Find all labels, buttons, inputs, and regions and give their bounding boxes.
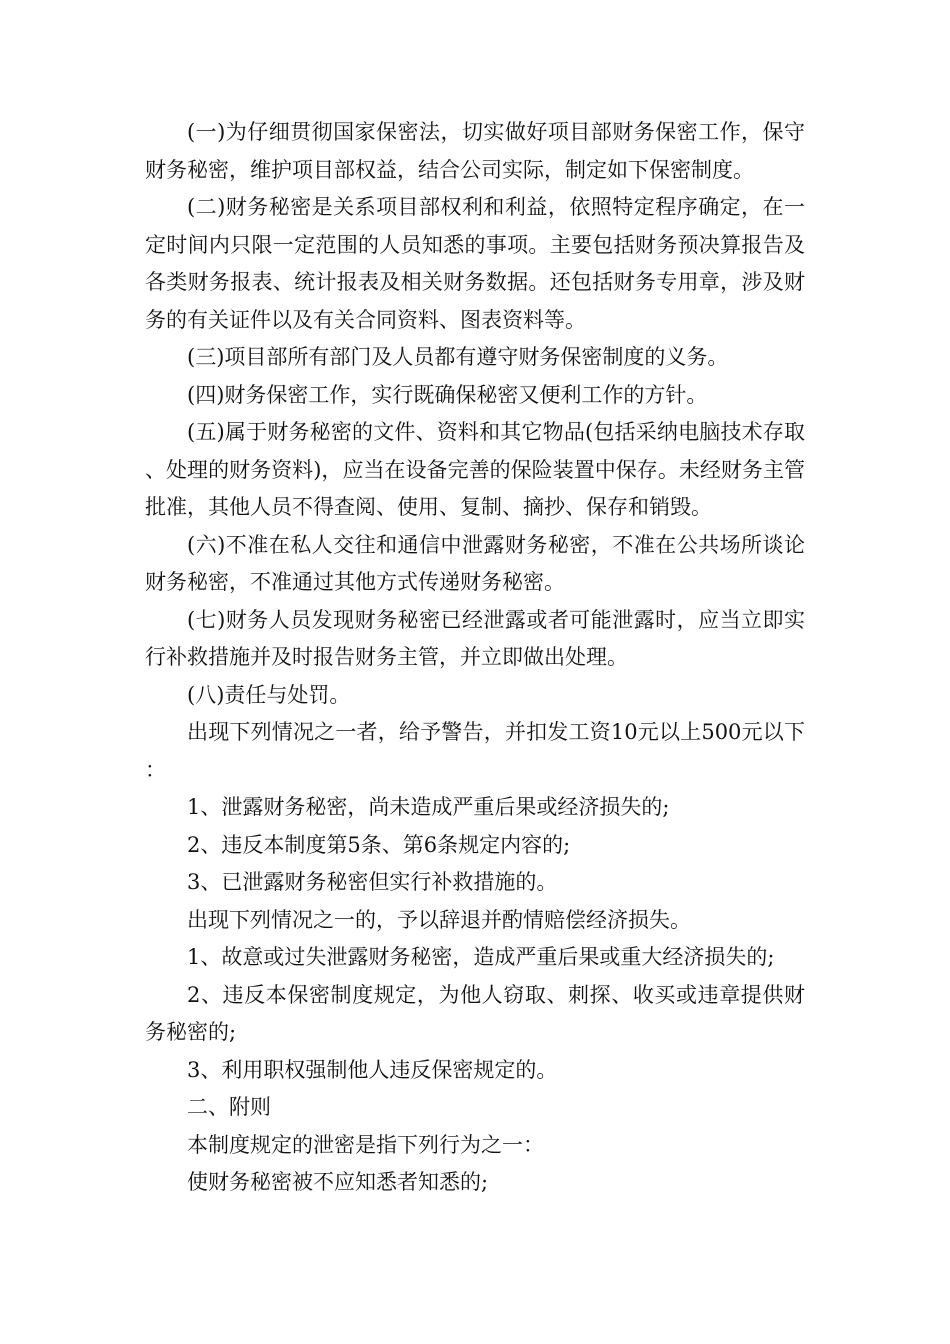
paragraph-16: 3、利用职权强制他人违反保密规定的。 xyxy=(187,1057,558,1082)
paragraph-7: (七)财务人员发现财务秘密已经泄露或者可能泄露时，应当立即实行补救措施并及时报告财务主管，并立即做出处理。 xyxy=(145,607,805,669)
paragraph-13: 出现下列情况之一的，予以辞退并酌情赔偿经济损失。 xyxy=(187,907,691,932)
paragraph-6: (六)不准在私人交往和通信中泄露财务秘密，不准在公共场所谈论财务秘密，不准通过其他方式传递财务秘密。 xyxy=(145,532,805,594)
paragraph-3: (三)项目部所有部门及人员都有遵守财务保密制度的义务。 xyxy=(187,345,729,369)
paragraph-14: 1、故意或过失泄露财务秘密，造成严重后果或重大经济损失的; xyxy=(187,945,775,969)
paragraph-19: 使财务秘密被不应知悉者知悉的; xyxy=(187,1170,489,1194)
paragraph-5: (五)属于财务秘密的文件、资料和其它物品(包括采纳电脑技术存取、处理的财务资料)，应当在设备完善的保险装置中保存。未经财务主管批准，其他人员不得查阅、使用、复制、摘抄、保存和销毁。 xyxy=(145,420,805,519)
paragraph-9: 出现下列情况之一者，给予警告，并扣发工资10元以上500元以下： xyxy=(145,720,805,782)
document-body xyxy=(145,114,805,1202)
paragraph-4: (四)财务保密工作，实行既确保秘密又便利工作的方针。 xyxy=(187,382,708,407)
paragraph-8: (八)责任与处罚。 xyxy=(187,682,351,707)
paragraph-18: 本制度规定的泄密是指下列行为之一： xyxy=(187,1132,544,1157)
paragraph-1: (一)为仔细贯彻国家保密法，切实做好项目部财务保密工作，保守财务秘密，维护项目部权益，结合公司实际，制定如下保密制度。 xyxy=(145,120,805,182)
paragraph-11: 2、违反本制度第5条、第6条规定内容的; xyxy=(187,832,571,857)
paragraph-12: 3、已泄露财务秘密但实行补救措施的。 xyxy=(187,870,558,894)
paragraph-10: 1、泄露财务秘密，尚未造成严重后果或经济损失的; xyxy=(187,795,670,819)
paragraph-2: (二)财务秘密是关系项目部权利和利益，依照特定程序确定，在一定时间内只限一定范围的人员知悉的事项。主要包括财务预决算报告及各类财务报表、统计报表及相关财务数据。还包括财务专用章，涉及财务的有关证件以及有关合同资料、图表资料等。 xyxy=(145,195,805,332)
paragraph-15: 2、违反本保密制度规定，为他人窃取、刺探、收买或违章提供财务秘密的; xyxy=(145,982,805,1044)
paragraph-17: 二、附则 xyxy=(187,1095,271,1119)
